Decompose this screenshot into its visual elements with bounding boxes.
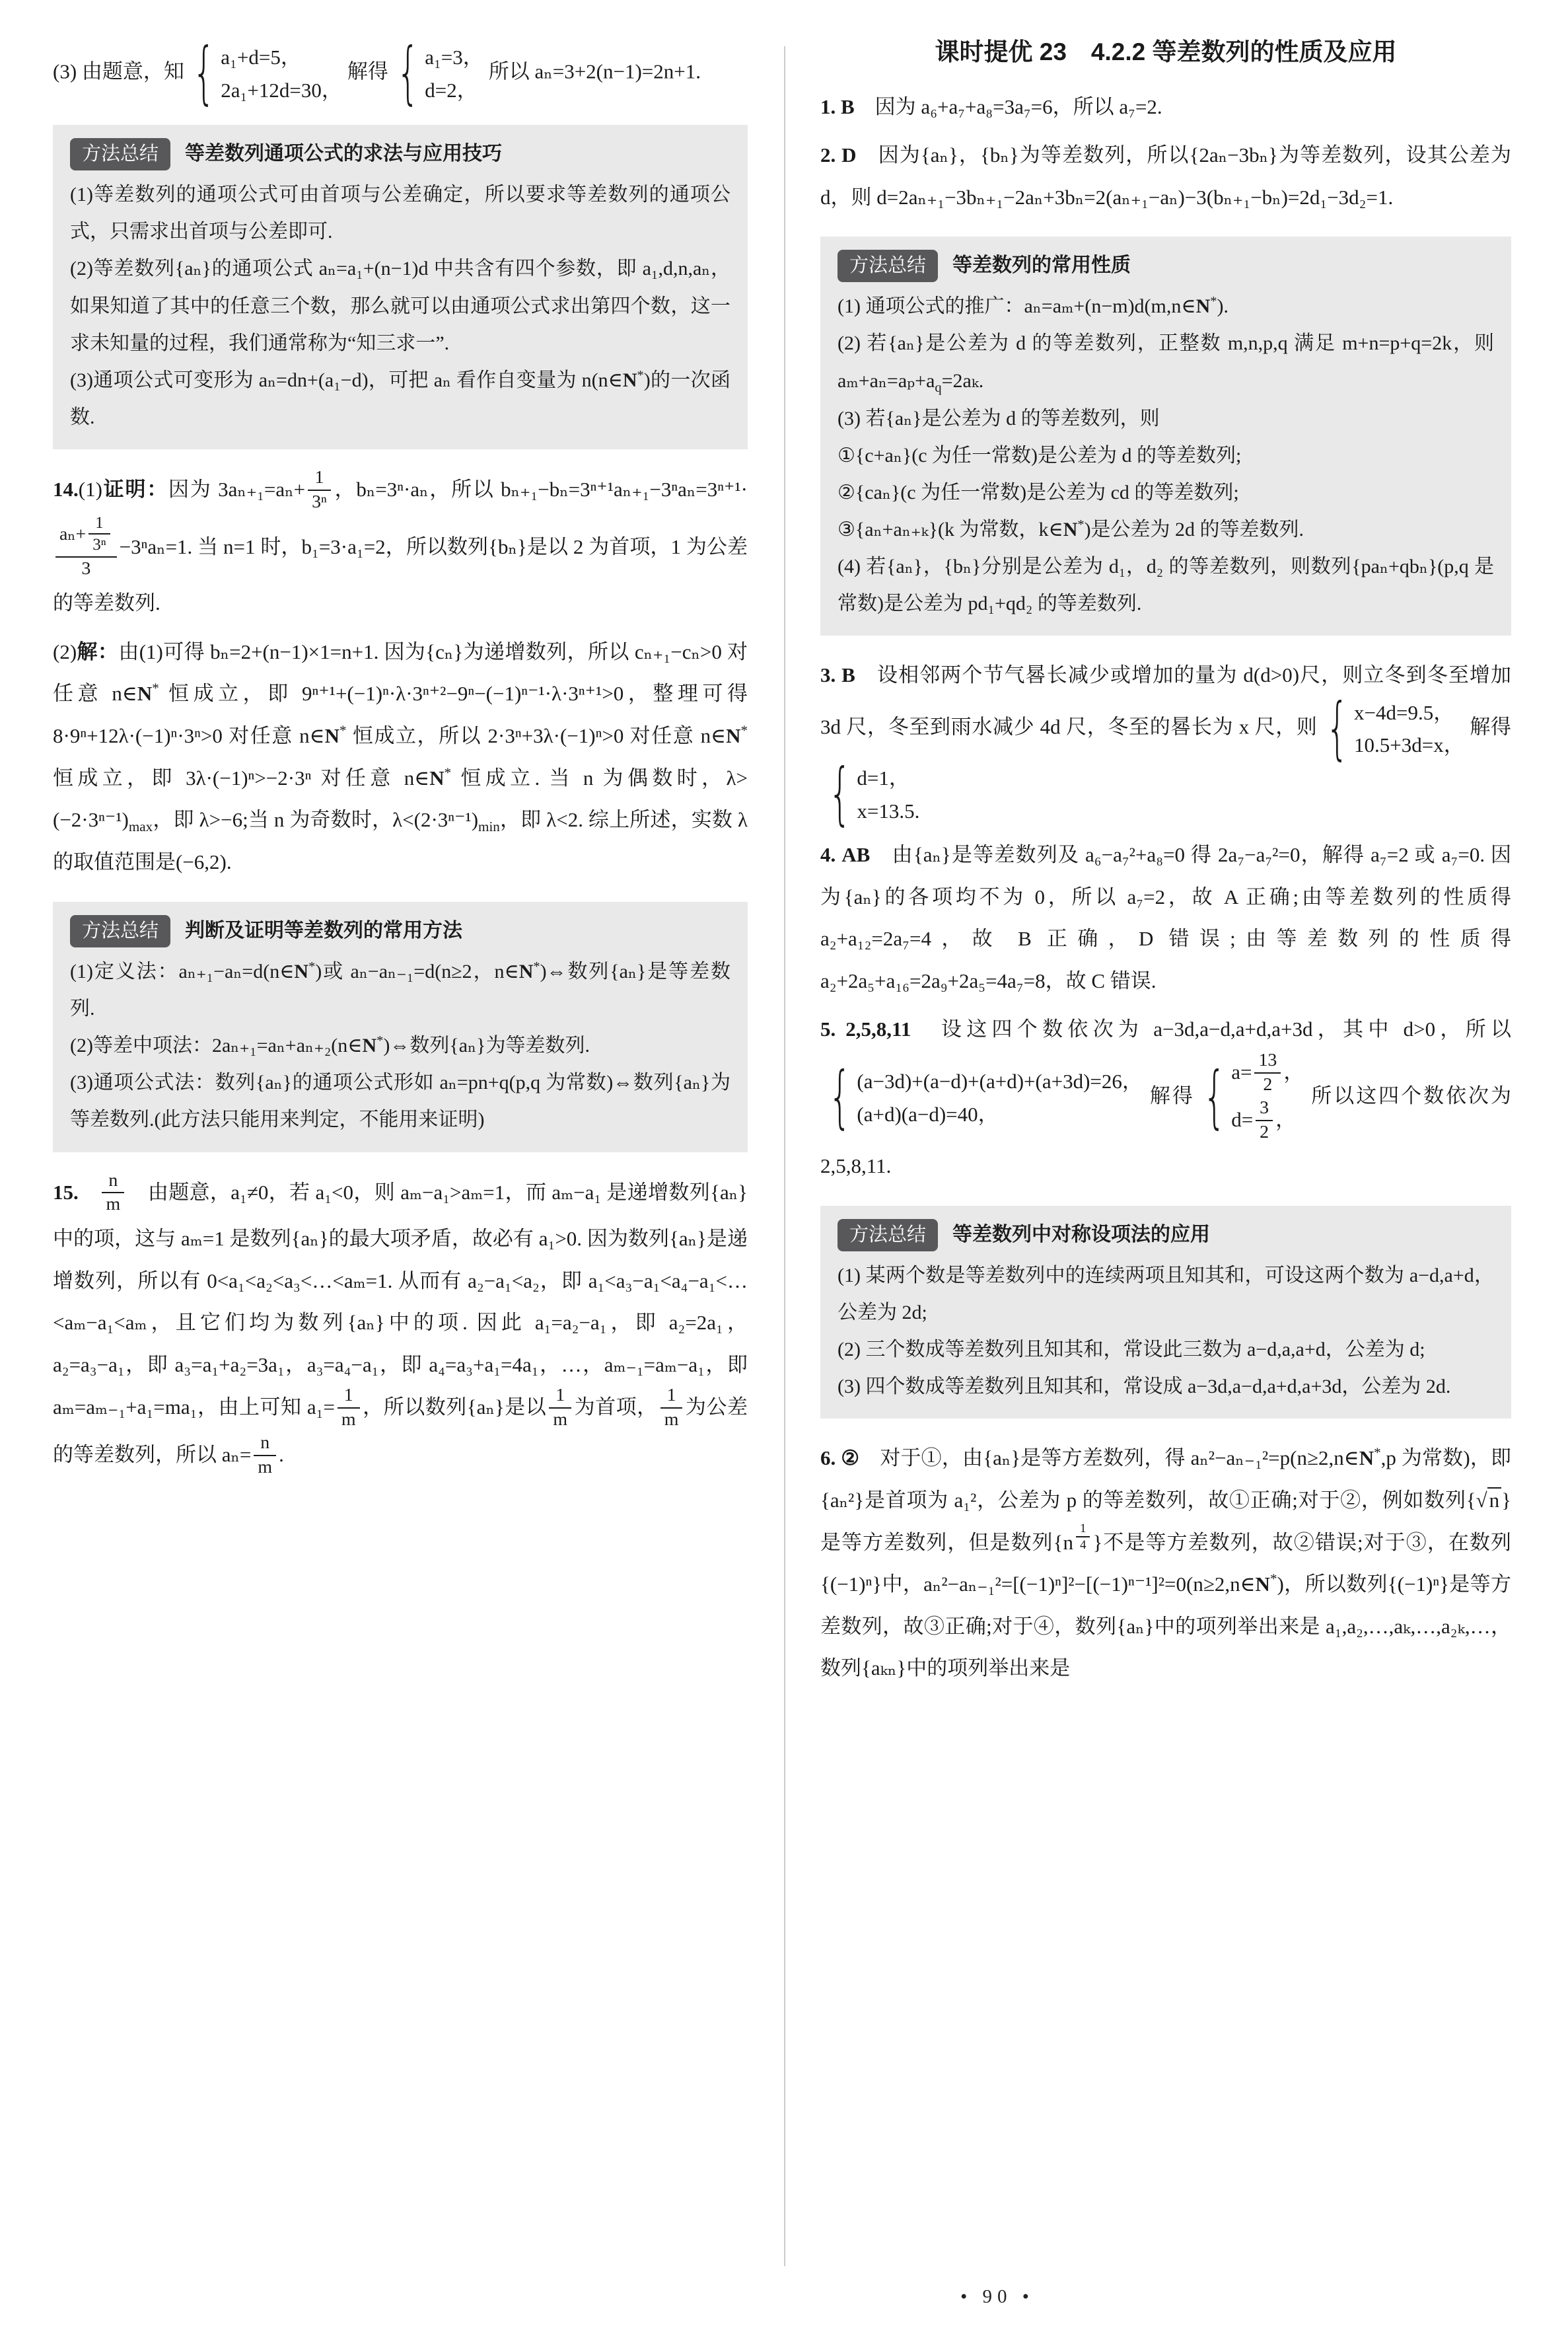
answer-2: 2. D 因为{aₙ}，{bₙ}为等差数列，所以{2aₙ−3bₙ}为等差数列，设其公差为 d，则 d=2aₙ₊₁−3bₙ₊₁−2aₙ+3bₙ=2(aₙ₊₁−aₙ)−3(bₙ₊₁−bₙ)=2d₁−3d₂=1. <box>820 143 1511 209</box>
method-summary-header <box>837 1216 1494 1253</box>
method-summary-line: ②{caₙ}(c 为任一常数)是公差为 cd 的等差数列; <box>837 481 1239 503</box>
answer-5: 5. 2,5,8,11 设这四个数依次为 a−3d,a−d,a+d,a+3d，其中 d>0，所以 { (a−3d)+(a−d)+(a+d)+(a+3d)=26， (a+d)(a−d)=40， 解得 { a= $\frac{13}{2}$ ， d= $\frac{3}{2}$ ， 所以这四个数依次为 2,5,8,11. <box>820 1017 1511 1178</box>
right-column <box>820 34 1511 1696</box>
method-summary-title: 判断及证明等差数列的常用方法 <box>185 919 463 941</box>
answer-1: 1. B 因为 a₆+a₇+a₈=3a₇=6，所以 a₇=2. <box>820 94 1162 118</box>
answer-13-part3: (3) 由题意，知 { a₁+d=5， 2a₁+12d=30， 解得 { a₁=3， d=2， 所以 aₙ=3+2(n−1)=2n+1. <box>53 41 701 113</box>
method-summary-label: 方法总结 <box>837 1219 938 1251</box>
method-summary-line: ①{c+aₙ}(c 为任一常数)是公差为 d 的等差数列; <box>837 444 1242 466</box>
method-summary-line: (1) 某两个数是等差数列中的连续两项且知其和，可设这两个数为 a−d,a+d，公差为 2d; <box>837 1265 1494 1324</box>
column-divider <box>784 46 785 2266</box>
answer-14-solve: (2)解：由(1)可得 bₙ=2+(n−1)×1=n+1. 因为{cₙ}为递增数列，所以 cₙ₊₁−cₙ>0 对任意 n∈N* 恒成立，即 9ⁿ⁺¹+(−1)ⁿ·λ·3ⁿ⁺²−9ⁿ−(−1)ⁿ⁻¹·λ·3ⁿ⁺¹>0，整理可得 8·9ⁿ+12λ·(−1)ⁿ·3ⁿ>0 对任意 n∈N* 恒成立，所以 2·3ⁿ+3λ·(−1)ⁿ>0 对任意 n∈N* 恒成立，即 3λ·(−1)ⁿ>−2·3ⁿ 对任意 n∈N* 恒成立. 当 n 为偶数时，$\lambda>(-2\cdot 3^{n-1})_{max}$，即 λ>−6;当 n 为奇数时，$\lambda<(2\cdot 3^{n-1})_{min}$，即 λ<2. 综上所述，实数 λ 的取值范围是(−6,2). <box>53 640 748 874</box>
method-summary-line: (3)通项公式法：数列{aₙ}的通项公式形如 aₙ=pn+q(p,q 为常数)⇔数列{aₙ}为等差数列.(此方法只能用来判定，不能用来证明) <box>70 1072 731 1131</box>
method-summary-line: (2) 三个数成等差数列且知其和，常设此三数为 a−d,a,a+d，公差为 d; <box>837 1339 1425 1361</box>
method-summary-box <box>820 1206 1511 1419</box>
method-summary-box <box>53 902 748 1152</box>
answer-14-proof: 14.(1)证明：因为 3aₙ₊₁=aₙ+ $\frac{1}{\text{3ⁿ}}$ ，bₙ=3ⁿ·aₙ，所以 bₙ₊₁−bₙ=3ⁿ⁺¹aₙ₊₁−3ⁿaₙ=3ⁿ⁺¹· aₙ+ $\frac{1}{\text{3ⁿ}}$ 3 −3ⁿaₙ=1. 当 n=1 时，b₁=3·a₁=2，所以数列{bₙ}是以 2 为首项，1 为公差的等差数列. <box>53 466 748 615</box>
method-summary-line: (4) 若{aₙ}，{bₙ}分别是公差为 d₁，d₂ 的等差数列，则数列{paₙ+qbₙ}(p,q 是常数)是公差为 pd₁+qd₂ 的等差数列. <box>837 556 1494 615</box>
method-summary-line: (3) 四个数成等差数列且知其和，常设成 a−3d,a−d,a+d,a+3d，公差为 2d. <box>837 1376 1451 1398</box>
answer-3: 3. B 设相邻两个节气晷长减少或增加的量为 d(d>0)尺，则立冬到冬至增加 3d 尺，冬至到雨水减少 4d 尺，冬至的晷长为 x 尺，则 { x−4d=9.5， 10.5+3d=x， 解得 { d=1， x=13.5. <box>820 663 1511 834</box>
method-summary-line: (3) 若{aₙ}是公差为 d 的等差数列，则 <box>837 407 1160 429</box>
method-summary-header <box>70 135 731 172</box>
method-summary-title: 等差数列通项公式的求法与应用技巧 <box>185 143 503 165</box>
answer-4: 4. AB 由{aₙ}是等差数列及 a₆−a₇²+a₈=0 得 2a₇−a₇²=0，解得 a₇=2 或 a₇=0. 因为{aₙ}的各项均不为 0，所以 a₇=2，故 A 正确;由等差数列的性质得 a₂+a₁₂=2a₇=4，故 B 正确，D 错误;由等差数列的性质得 a₂+2a₅+a₁₆=2a₉+2a₅=4a₇=8，故 C 错误. <box>820 843 1511 992</box>
method-summary-header <box>70 912 731 949</box>
left-column <box>53 41 748 1487</box>
method-summary-line: (1)定义法：aₙ₊₁−aₙ=d(n∈N*)或 aₙ−aₙ₋₁=d(n≥2，n∈N*)⇔数列{aₙ}是等差数列. <box>70 959 731 1020</box>
method-summary-title: 等差数列中对称设项法的应用 <box>952 1223 1211 1245</box>
method-summary-title: 等差数列的常用性质 <box>952 254 1131 277</box>
method-summary-box <box>53 125 748 449</box>
method-summary-line: (2)等差数列{aₙ}的通项公式 aₙ=a₁+(n−1)d 中共含有四个参数，即 a₁,d,n,aₙ，如果知道了其中的任意三个数，那么就可以由通项公式求出第四个数，这一求未知量的过程，我们通常称为“知三求一”. <box>70 258 731 354</box>
method-summary-box <box>820 237 1511 636</box>
method-summary-line: (1)等差数列的通项公式可由首项与公差确定，所以要求等差数列的通项公式，只需求出首项与公差即可. <box>70 184 731 243</box>
method-summary-label: 方法总结 <box>70 915 170 947</box>
answer-6: 6. ② 对于①，由{aₙ}是等方差数列，得 aₙ²−aₙ₋₁²=p(n≥2,n∈N*,p 为常数)，即{aₙ²}是首项为 a₁²，公差为 p 的等差数列，故①正确;对于②，例如数列{√n}是等方差数列，但是数列{n $^{\frac{1}{4}}$ }不是等方差数列，故②错误;对于③，在数列{(−1)ⁿ}中，aₙ²−aₙ₋₁²=[(−1)ⁿ]²−[(−1)ⁿ⁻¹]²=0(n≥2,n∈N*)，所以数列{(−1)ⁿ}是等方差数列，故③正确;对于④，数列{aₙ}中的项列举出来是 a₁,a₂,…,aₖ,…,a₂ₖ,…，数列{aₖₙ}中的项列举出来是 <box>820 1445 1511 1680</box>
method-summary-label: 方法总结 <box>70 138 170 170</box>
method-summary-line: ③{aₙ+aₙ₊ₖ}(k 为常数，k∈N*)是公差为 2d 的等差数列. <box>837 517 1304 540</box>
answer-15: 15. $\frac{n}{m}$ 由题意，a₁≠0，若 a₁<0，则 aₘ−a₁>aₘ=1，而 aₘ−a₁ 是递增数列{aₙ}中的项，这与 aₘ=1 是数列{aₙ}的最大项矛盾，故必有 a₁>0. 因为数列{aₙ}是递增数列，所以有 0<a₁<a₂<a₃<…<aₘ=1. 从而有 a₂−a₁<a₂，即 a₁<a₃−a₁<a₄−a₁<…<aₘ−a₁<aₘ，且它们均为数列{aₙ}中的项. 因此 a₁=a₂−a₁，即 a₂=2a₁，a₂=a₃−a₁，即 a₃=a₁+a₂=3a₁，a₃=a₄−a₁，即 a₄=a₃+a₁=4a₁，…，aₘ₋₁=aₘ−a₁，即 aₘ=aₘ₋₁+a₁=ma₁，由上可知 a₁= $\frac{1}{m}$ ，所以数列{aₙ}是以 $\frac{1}{m}$ 为首项， $\frac{1}{m}$ 为公差的等差数列，所以 aₙ= $\frac{n}{m}$ . <box>53 1169 748 1478</box>
section-heading: 课时提优 23 4.2.2 等差数列的性质及应用 <box>935 38 1397 65</box>
method-summary-line: (1) 通项公式的推广：aₙ=aₘ+(n−m)d(m,n∈N*). <box>837 294 1229 318</box>
method-summary-line: (2) 若{aₙ}是公差为 d 的等差数列，正整数 m,n,p,q 满足 m+n=p+q=2k，则 $a_m+a_n=a_p+a_q=2a_k$. <box>837 332 1494 395</box>
method-summary-label: 方法总结 <box>837 250 938 282</box>
page-number: • 90 • <box>960 2286 1034 2307</box>
method-summary-line: (3)通项公式可变形为 aₙ=dn+(a₁−d)，可把 aₙ 看作自变量为 n(n∈N*)的一次函数. <box>70 367 731 428</box>
method-summary-header <box>837 247 1494 284</box>
method-summary-line: (2)等差中项法：2aₙ₊₁=aₙ+aₙ₊₂(n∈N*)⇔数列{aₙ}为等差数列. <box>70 1033 590 1057</box>
